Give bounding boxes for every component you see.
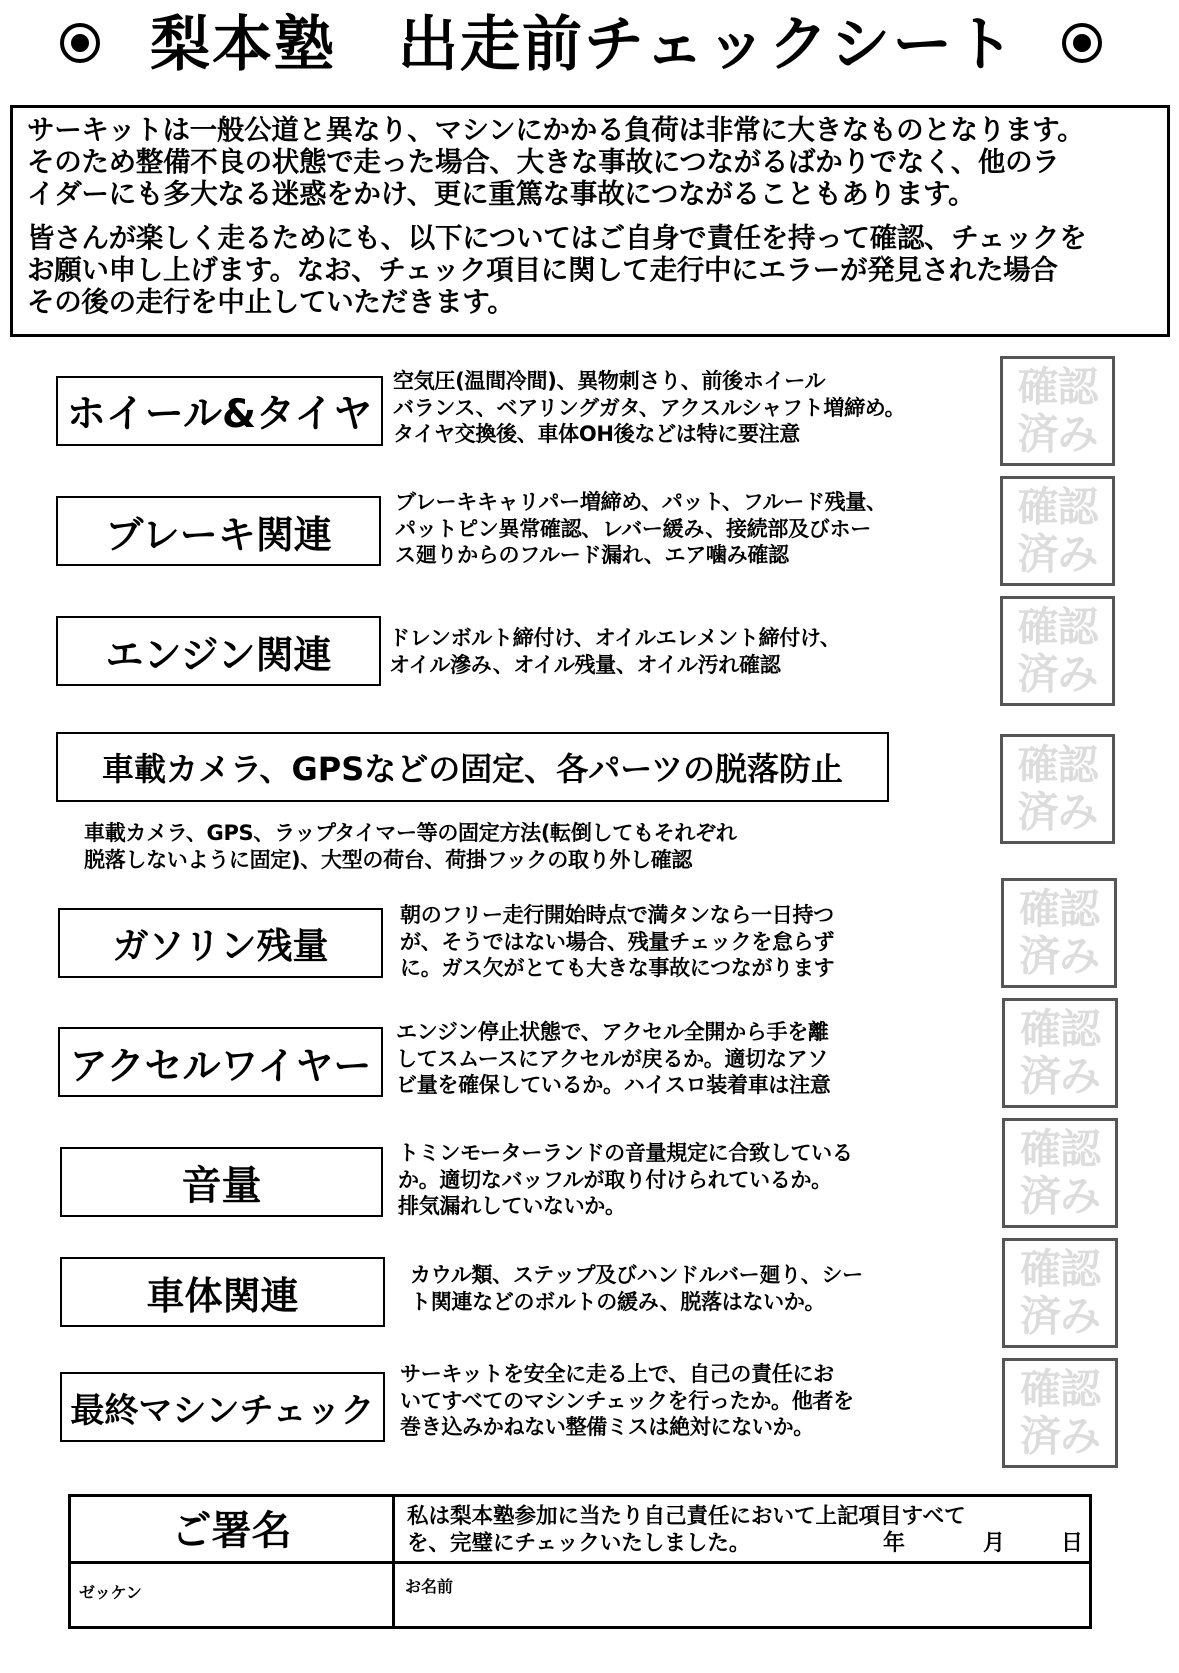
desc-line: 排気漏れしていないか。 [398, 1194, 626, 1218]
intro-line: 皆さんが楽しく走るためにも、以下についてはご自身で責任を持って確認、チェックを [27, 222, 1087, 254]
bullet-left-icon [60, 23, 100, 63]
page-header [0, 8, 1179, 84]
check-label-brake: ブレーキ関連 [56, 496, 381, 566]
desc-line: してスムースにアクセルが戻るか。適切なアソ [396, 1046, 828, 1071]
desc-line: トミンモーターランドの音量規定に合致している [398, 1141, 853, 1165]
divider [71, 1561, 1089, 1564]
desc-line: ト関連などのボルトの緩み、脱落はないか。 [410, 1289, 826, 1314]
desc-line: か。適切なバッフルが取り付けられているか。 [398, 1167, 832, 1192]
intro-line: お願い申し上げます。なお、チェック項目に関して走行中にエラーが発見された場合 [27, 254, 1058, 286]
desc-line: パットピン異常確認、レバー緩み、接続部及びホー [395, 516, 871, 541]
name-label: お名前 [405, 1577, 454, 1596]
check-label-engine: エンジン関連 [56, 616, 381, 686]
desc-line: ドレンボルト締付け、オイルエレメント締付け、 [389, 626, 841, 650]
check-desc-camera-gps [84, 820, 736, 873]
desc-line: ス廻りからのフルード漏れ、エア噛み確認 [395, 543, 789, 567]
confirmed-checkbox[interactable]: 確認 済み [1001, 878, 1117, 988]
desc-line: サーキットを安全に走る上で、自己の責任にお [400, 1362, 834, 1386]
desc-line: タイヤ交換後、車体OH後などは特に要注意 [393, 422, 801, 446]
desc-line: 脱落しないように固定)、大型の荷台、荷掛フックの取り外し確認 [84, 847, 693, 872]
bib-number-label: ゼッケン [79, 1583, 142, 1602]
check-desc-accelerator-wire [396, 1019, 831, 1099]
bib-number-field[interactable] [81, 1567, 386, 1625]
confirmed-checkbox[interactable]: 確認 済み [1000, 596, 1115, 706]
declaration-line: 私は梨本塾参加に当たり自己責任において上記項目すべて [407, 1504, 966, 1529]
check-desc-gasoline [400, 902, 834, 982]
desc-line: 巻き込みかねない整備ミスは絶対にないか。 [400, 1415, 814, 1439]
check-label-gasoline: ガソリン残量 [58, 908, 383, 978]
desc-line: ビ量を確保しているか。ハイスロ装着車は注意 [396, 1073, 831, 1097]
desc-line: 朝のフリー走行開始時点で満タンなら一日持つ [400, 903, 834, 927]
day-label: 日 [1061, 1531, 1084, 1556]
check-label-final-check: 最終マシンチェック [60, 1372, 385, 1442]
desc-line: ブレーキキャリパー増締め、パット、フルード残量、 [395, 490, 887, 514]
check-desc-brake [395, 489, 887, 569]
name-field[interactable] [405, 1599, 1075, 1625]
desc-line: いてすべてのマシンチェックを行ったか。他者を [400, 1388, 854, 1413]
check-label-body: 車体関連 [60, 1257, 385, 1327]
month-label: 月 [983, 1531, 1006, 1556]
year-label: 年 [883, 1531, 906, 1556]
intro-line: その後の走行を中止していただきます。 [27, 286, 515, 318]
check-desc-engine [389, 625, 841, 678]
desc-line: に。ガス欠がとても大きな事故につながります [400, 956, 835, 980]
desc-line: カウル類、ステップ及びハンドルバー廻り、シー [410, 1263, 863, 1287]
desc-line: オイル滲み、オイル残量、オイル汚れ確認 [389, 652, 781, 677]
check-label-volume: 音量 [60, 1147, 383, 1217]
confirmed-checkbox[interactable]: 確認 済み [1000, 734, 1115, 844]
check-desc-body [410, 1262, 863, 1315]
intro-line: サーキットは一般公道と異なり、マシンにかかる負荷は非常に大きなものとなります。 [27, 114, 1085, 146]
desc-line: が、そうではない場合、残量チェックを怠らず [400, 929, 835, 954]
intro-line: そのため整備不良の状態で走った場合、大きな事故につながるばかりでなく、他のラ [27, 146, 1060, 178]
confirmed-checkbox[interactable]: 確認 済み [1002, 1238, 1118, 1348]
confirmed-checkbox[interactable]: 確認 済み [1002, 1118, 1118, 1228]
check-label-accelerator-wire: アクセルワイヤー [58, 1027, 383, 1097]
desc-line: 空気圧(温間冷間)、異物刺さり、前後ホイール [393, 369, 826, 393]
confirmed-checkbox[interactable]: 確認 済み [1002, 998, 1118, 1108]
check-label-wheel-tire: ホイール&タイヤ [56, 376, 383, 446]
check-desc-final-check [400, 1361, 854, 1441]
signature-block [68, 1494, 1092, 1629]
check-label-camera-gps: 車載カメラ、GPSなどの固定、各パーツの脱落防止 [56, 732, 889, 802]
divider [392, 1497, 395, 1626]
confirmed-checkbox[interactable]: 確認 済み [1000, 356, 1115, 466]
check-desc-wheel-tire [393, 368, 905, 448]
desc-line: 車載カメラ、GPS、ラップタイマー等の固定方法(転倒してもそれぞれ [84, 821, 737, 845]
intro-notice [10, 105, 1170, 337]
desc-line: エンジン停止状態で、アクセル全開から手を離 [396, 1020, 829, 1044]
desc-line: バランス、ベアリングガタ、アクスルシャフト増締め。 [393, 395, 906, 420]
intro-line: イダーにも多大なる迷惑をかけ、更に重篤な事故につながることもあります。 [27, 178, 976, 210]
confirmed-checkbox[interactable]: 確認 済み [1002, 1358, 1118, 1468]
declaration-line: を、完璧にチェックいたしました。 [407, 1531, 751, 1556]
bullet-right-icon [1062, 23, 1102, 63]
confirmed-checkbox[interactable]: 確認 済み [1000, 476, 1115, 586]
signature-heading: ご署名 [171, 1508, 292, 1554]
page-title: 梨本塾 出走前チェックシート [150, 10, 1017, 80]
check-desc-volume [398, 1140, 853, 1220]
